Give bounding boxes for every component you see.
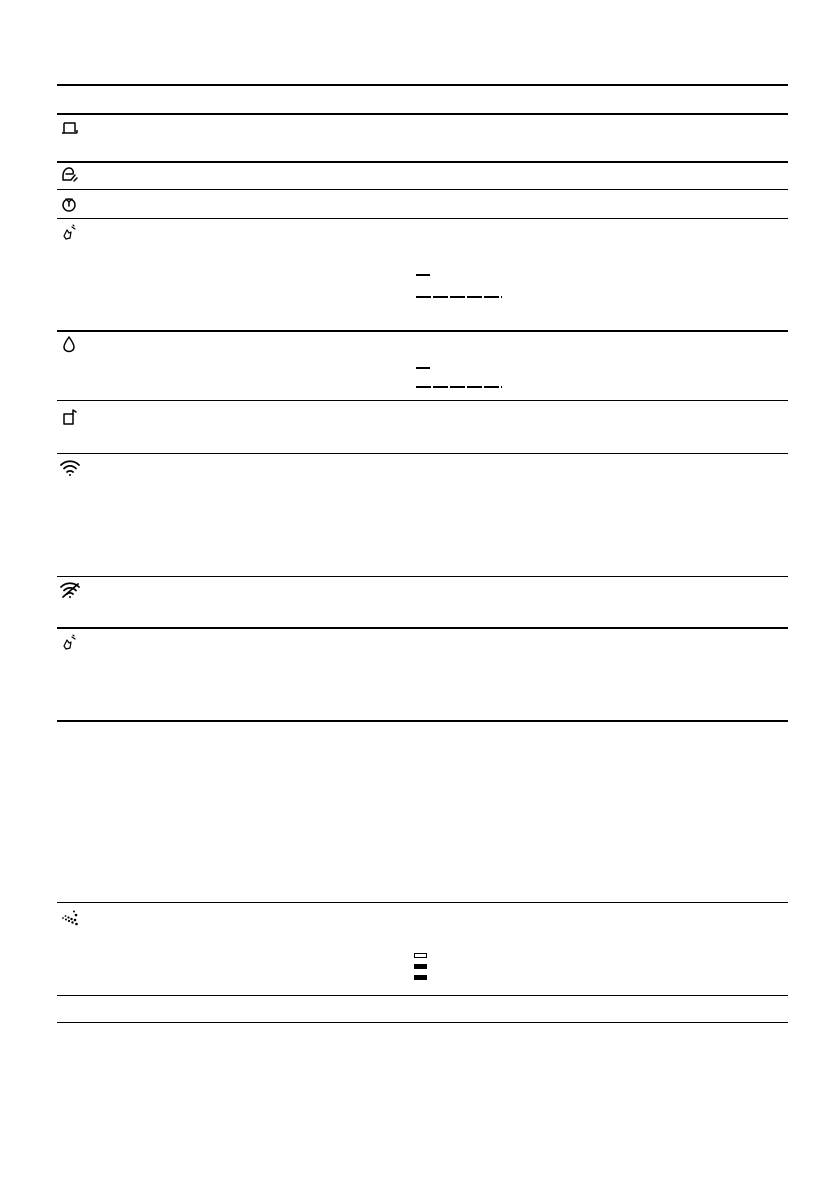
spray-intensity-icon — [60, 908, 80, 926]
five-dash-indicator — [416, 296, 502, 298]
row-divider — [57, 576, 788, 577]
door-open-icon — [60, 408, 80, 426]
hand-drain-icon — [60, 166, 80, 184]
table-bottom-border — [57, 1022, 788, 1023]
row-divider — [57, 453, 788, 454]
cleaning-tablet-icon — [60, 195, 80, 213]
water-drop-icon — [60, 335, 80, 353]
row-divider — [57, 720, 788, 722]
row-divider — [57, 400, 788, 401]
five-dash-indicator — [416, 386, 502, 388]
hand-touch-icon — [60, 224, 80, 242]
level-bar-empty — [414, 953, 427, 958]
wifi-icon — [60, 459, 80, 477]
row-divider — [57, 995, 788, 996]
row-divider — [57, 330, 788, 332]
row-divider — [57, 218, 788, 219]
table-top-border — [57, 84, 788, 86]
row-divider — [57, 627, 788, 629]
wifi-off-icon — [60, 581, 80, 599]
row-divider — [57, 902, 788, 903]
hand-touch-icon — [60, 634, 80, 652]
row-divider — [57, 189, 788, 190]
cup-tray-icon — [60, 120, 80, 138]
level-bar-full — [414, 964, 427, 969]
row-divider — [57, 161, 788, 163]
single-dash-indicator — [416, 367, 430, 369]
table-header-border — [57, 113, 788, 115]
level-bar-full — [414, 975, 427, 980]
single-dash-indicator — [416, 274, 430, 276]
